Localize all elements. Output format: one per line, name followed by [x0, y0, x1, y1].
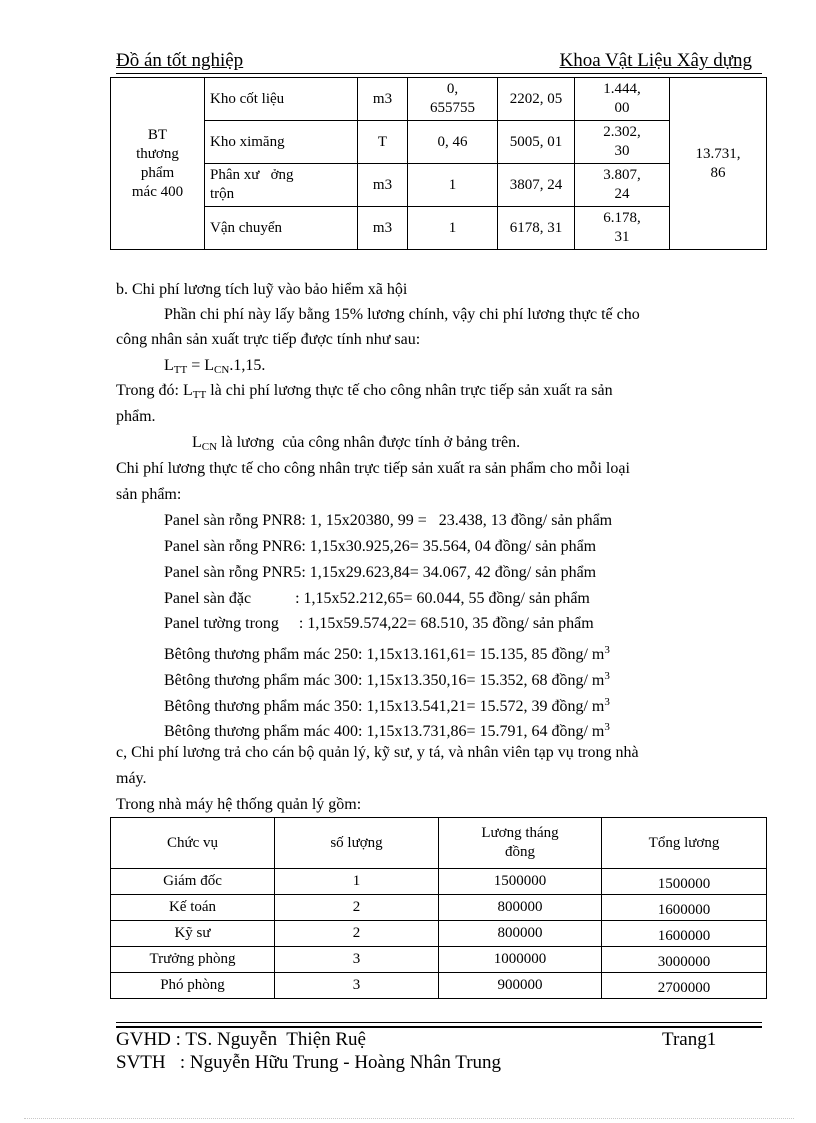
list-item: [164, 666, 610, 691]
total-cell: 3000000: [602, 947, 767, 973]
unit-cell: m3: [358, 207, 408, 250]
section-c-intro: Trong nhà máy hệ thống quản lý gồm:: [116, 796, 362, 813]
formula-eq: = L: [187, 357, 215, 374]
table-row: [111, 973, 767, 999]
count-cell: 2: [275, 921, 439, 947]
section-c-title: c, Chi phí lương trả cho cán bộ quản lý, kỹ sư, y tá, và nhân viên tạp vụ trong nhà: [116, 744, 639, 761]
paragraph-line: Phần chi phí này lấy bằng 15% lương chính, vậy chi phí lương thực tế cho: [164, 306, 640, 323]
header-salary-line: Lương tháng: [481, 825, 559, 841]
item-cell: Kho ximăng: [205, 121, 358, 164]
position-cell: Giám đốc: [111, 869, 275, 895]
item-line: trộn: [210, 186, 235, 202]
paragraph-line: phẩm.: [116, 408, 156, 425]
header-position: Chức vụ: [111, 818, 275, 869]
price-cell: 6178, 31: [498, 207, 575, 250]
item-cell: Vận chuyển: [205, 207, 358, 250]
cube-exponent: 3: [604, 670, 610, 682]
header-count: số lượng: [275, 818, 439, 869]
footer-supervisor: GVHD : TS. Nguyễn Thiện Ruệ: [116, 1029, 366, 1050]
total-line: 86: [710, 164, 726, 181]
position-cell: Kế toán: [111, 895, 275, 921]
section-c-title-cont: máy.: [116, 770, 147, 787]
table-row: [111, 869, 767, 895]
footer-rule: [116, 1022, 762, 1023]
amount-line: 6.178,: [603, 210, 641, 226]
table-header-row: [111, 818, 767, 869]
list-item: Panel sàn rỗng PNR6: 1,15x30.925,26= 35.564, 04 đồng/ sản phẩm: [164, 538, 597, 555]
salary-cell: 900000: [439, 973, 602, 999]
total-cell: 1600000: [602, 921, 767, 947]
where-rest: là chi phí lương thực tế cho công nhân trực tiếp sản xuất ra sản: [206, 382, 613, 399]
count-cell: 3: [275, 947, 439, 973]
product-line: phẩm: [140, 164, 175, 181]
cube-exponent: 3: [604, 696, 610, 708]
qty-cell: 1: [408, 207, 498, 250]
amount-line: 24: [614, 186, 630, 202]
list-item-text: Bêtông thương phẩm mác 350: 1,15x13.541,21= 15.572, 39 đồng/ m: [164, 698, 605, 715]
count-cell: 2: [275, 895, 439, 921]
list-item: Panel sàn rỗng PNR8: 1, 15x20380, 99 = 23.438, 13 đồng/ sản phẩm: [164, 512, 613, 529]
where-sub: TT: [192, 389, 207, 401]
footer-page-number: Trang1: [662, 1029, 717, 1050]
amount-line: 2.302,: [603, 124, 641, 140]
where-line: [116, 381, 613, 405]
formula-sub: TT: [173, 364, 188, 376]
table-row: [111, 921, 767, 947]
total-cell: 1500000: [602, 869, 767, 895]
where-prefix: Trong đó: L: [116, 382, 193, 399]
cube-exponent: 3: [604, 644, 610, 656]
lcn-line: [192, 433, 520, 457]
total-cell: 1600000: [602, 895, 767, 921]
staff-salary-table: [110, 817, 767, 999]
header-total: Tổng lương: [602, 818, 767, 869]
salary-cell: 800000: [439, 921, 602, 947]
salary-cell: 800000: [439, 895, 602, 921]
amount-line: 3.807,: [603, 167, 641, 183]
position-cell: Kỹ sư: [111, 921, 275, 947]
footer-students: SVTH : Nguyễn Hữu Trung - Hoàng Nhân Trung: [116, 1052, 502, 1073]
paragraph-line: Chi phí lương thực tế cho công nhân trực tiếp sản xuất ra sản phẩm cho mỗi loại: [116, 460, 630, 477]
list-item: Panel sàn đặc : 1,15x52.212,65= 60.044, 55 đồng/ sản phẩm: [164, 590, 590, 607]
list-item: [164, 640, 610, 665]
position-cell: Phó phòng: [111, 973, 275, 999]
lcn-sub: CN: [201, 441, 218, 453]
total-line: 13.731,: [695, 145, 741, 162]
price-cell: 2202, 05: [498, 78, 575, 121]
unit-cell: m3: [358, 164, 408, 207]
unit-cell: T: [358, 121, 408, 164]
lcn-prefix: L: [192, 434, 202, 451]
unit-cell: m3: [358, 78, 408, 121]
header-left-title: Đồ án tốt nghiệp: [116, 50, 244, 71]
list-item-text: Bêtông thương phẩm mác 400: 1,15x13.731,86= 15.791, 64 đồng/ m: [164, 723, 605, 740]
list-item: Panel sàn rỗng PNR5: 1,15x29.623,84= 34.067, 42 đồng/ sản phẩm: [164, 564, 597, 581]
qty-line: 655755: [430, 100, 475, 116]
list-item: Panel tường trong : 1,15x59.574,22= 68.510, 35 đồng/ sản phẩm: [164, 615, 594, 632]
cube-exponent: 3: [604, 721, 610, 733]
formula-sub: CN: [214, 364, 230, 376]
page-bottom-dotted-line: [24, 1118, 794, 1119]
list-item-text: Bêtông thương phẩm mác 250: 1,15x13.161,61= 15.135, 85 đồng/ m: [164, 646, 605, 663]
amount-line: 1.444,: [603, 81, 641, 97]
formula-tail: .1,15.: [229, 357, 266, 374]
table-row: [111, 947, 767, 973]
product-line: thương: [136, 145, 179, 162]
total-cell: 2700000: [602, 973, 767, 999]
item-cell: Kho cốt liệu: [205, 78, 358, 121]
salary-cell: 1500000: [439, 869, 602, 895]
qty-cell: 1: [408, 164, 498, 207]
product-line: mác 400: [131, 183, 184, 200]
list-item: [164, 717, 610, 742]
section-b-title: b. Chi phí lương tích luỹ vào bảo hiểm xã hội: [116, 281, 408, 298]
position-cell: Trưởng phòng: [111, 947, 275, 973]
table-row: [111, 895, 767, 921]
product-line: BT: [147, 126, 168, 143]
qty-cell: 0, 46: [408, 121, 498, 164]
footer-rule-thick: [116, 1026, 762, 1028]
qty-line: 0,: [446, 81, 459, 97]
header-salary-line: đồng: [505, 844, 535, 860]
list-item: [164, 692, 610, 717]
item-line: Phân xư ởng: [210, 167, 294, 183]
price-cell: 5005, 01: [498, 121, 575, 164]
count-cell: 3: [275, 973, 439, 999]
count-cell: 1: [275, 869, 439, 895]
amount-line: 30: [614, 143, 630, 159]
salary-cell: 1000000: [439, 947, 602, 973]
price-cell: 3807, 24: [498, 164, 575, 207]
list-item-text: Bêtông thương phẩm mác 300: 1,15x13.350,16= 15.352, 68 đồng/ m: [164, 672, 605, 689]
formula: [164, 356, 265, 380]
amount-line: 00: [614, 100, 630, 116]
lcn-rest: là lương của công nhân được tính ở bảng trên.: [217, 434, 521, 451]
header-salary: [439, 818, 602, 869]
paragraph-line: công nhân sản xuất trực tiếp được tính như sau:: [116, 331, 421, 348]
amount-line: 31: [614, 229, 630, 245]
paragraph-line: sản phẩm:: [116, 486, 182, 503]
header-right-title: Khoa Vật Liệu Xây dựng: [559, 50, 752, 71]
formula-lhs: L: [164, 357, 174, 374]
